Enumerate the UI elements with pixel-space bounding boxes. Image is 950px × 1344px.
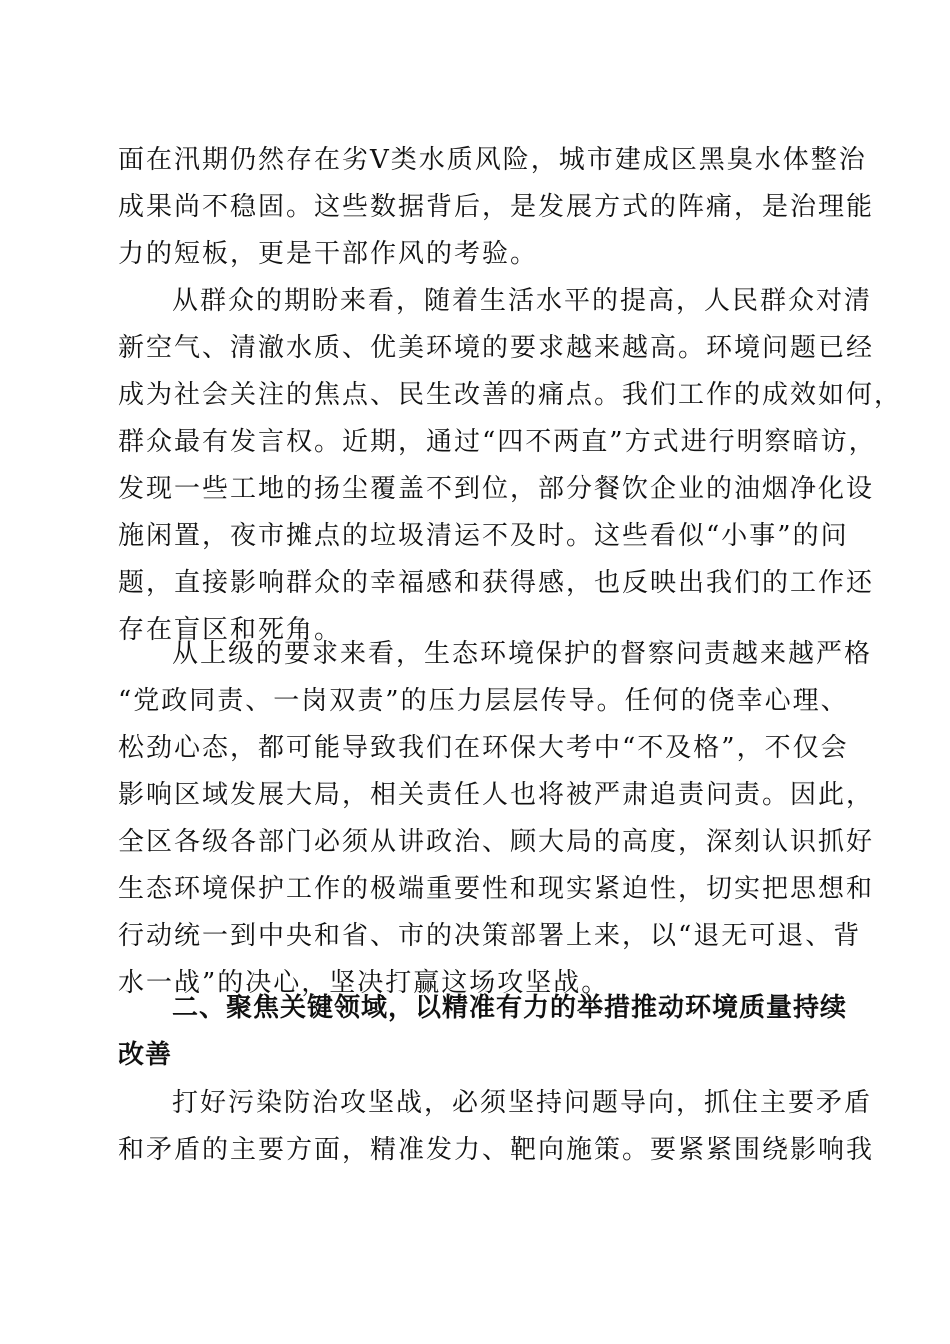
paragraph-line: 生态环境保护工作的极端重要性和现实紧迫性，切实把思想和	[118, 874, 875, 904]
section-heading-2	[118, 985, 848, 1079]
paragraph-3	[118, 631, 875, 1007]
paragraph-line: 从上级的要求来看，生态环境保护的督察问责越来越严格	[172, 639, 873, 669]
paragraph-line: 面在汛期仍然存在劣Ⅴ类水质风险，城市建成区黑臭水体整治	[118, 145, 867, 175]
paragraph-line: 从群众的期盼来看，随着生活水平的提高，人民群众对清	[172, 286, 873, 316]
paragraph-line: 施闲置，夜市摊点的垃圾清运不及时。这些看似“小事”的问	[118, 521, 849, 551]
paragraph-1	[118, 137, 875, 278]
heading-line: 二、聚焦关键领域，以精准有力的举措推动环境质量持续	[172, 993, 848, 1023]
paragraph-line: 打好污染防治攻坚战，必须坚持问题导向，抓住主要矛盾	[172, 1088, 873, 1118]
paragraph-4	[118, 1080, 875, 1174]
paragraph-line: 全区各级各部门必须从讲政治、顾大局的高度，深刻认识抓好	[118, 827, 875, 857]
paragraph-line: 行动统一到中央和省、市的决策部署上来，以“退无可退、背	[118, 921, 862, 951]
heading-line: 改善	[118, 1040, 173, 1070]
paragraph-line: 新空气、清澈水质、优美环境的要求越来越高。环境问题已经	[118, 333, 875, 363]
paragraph-line: 群众最有发言权。近期，通过“四不两直”方式进行明察暗访，	[118, 427, 877, 457]
paragraph-line: 松劲心态，都可能导致我们在环保大考中“不及格”，不仅会	[118, 733, 849, 763]
paragraph-line: 影响区域发展大局，相关责任人也将被严肃追责问责。因此，	[118, 780, 875, 810]
paragraph-line: 成为社会关注的焦点、民生改善的痛点。我们工作的成效如何，	[118, 380, 903, 410]
paragraph-line: 成果尚不稳固。这些数据背后，是发展方式的阵痛，是治理能	[118, 192, 875, 222]
paragraph-line: 题，直接影响群众的幸福感和获得感，也反映出我们的工作还	[118, 568, 875, 598]
paragraph-line: 发现一些工地的扬尘覆盖不到位，部分餐饮企业的油烟净化设	[118, 474, 875, 504]
paragraph-line: 和矛盾的主要方面，精准发力、靶向施策。要紧紧围绕影响我	[118, 1135, 875, 1165]
paragraph-line: 水一战”的决心，坚决打赢这场攻坚战。	[118, 968, 610, 998]
paragraph-line: 存在盲区和死角。	[118, 615, 343, 645]
paragraph-line: 力的短板，更是干部作风的考验。	[118, 239, 539, 269]
paragraph-line: “党政同责、一岗双责”的压力层层传导。任何的侥幸心理、	[118, 686, 849, 716]
